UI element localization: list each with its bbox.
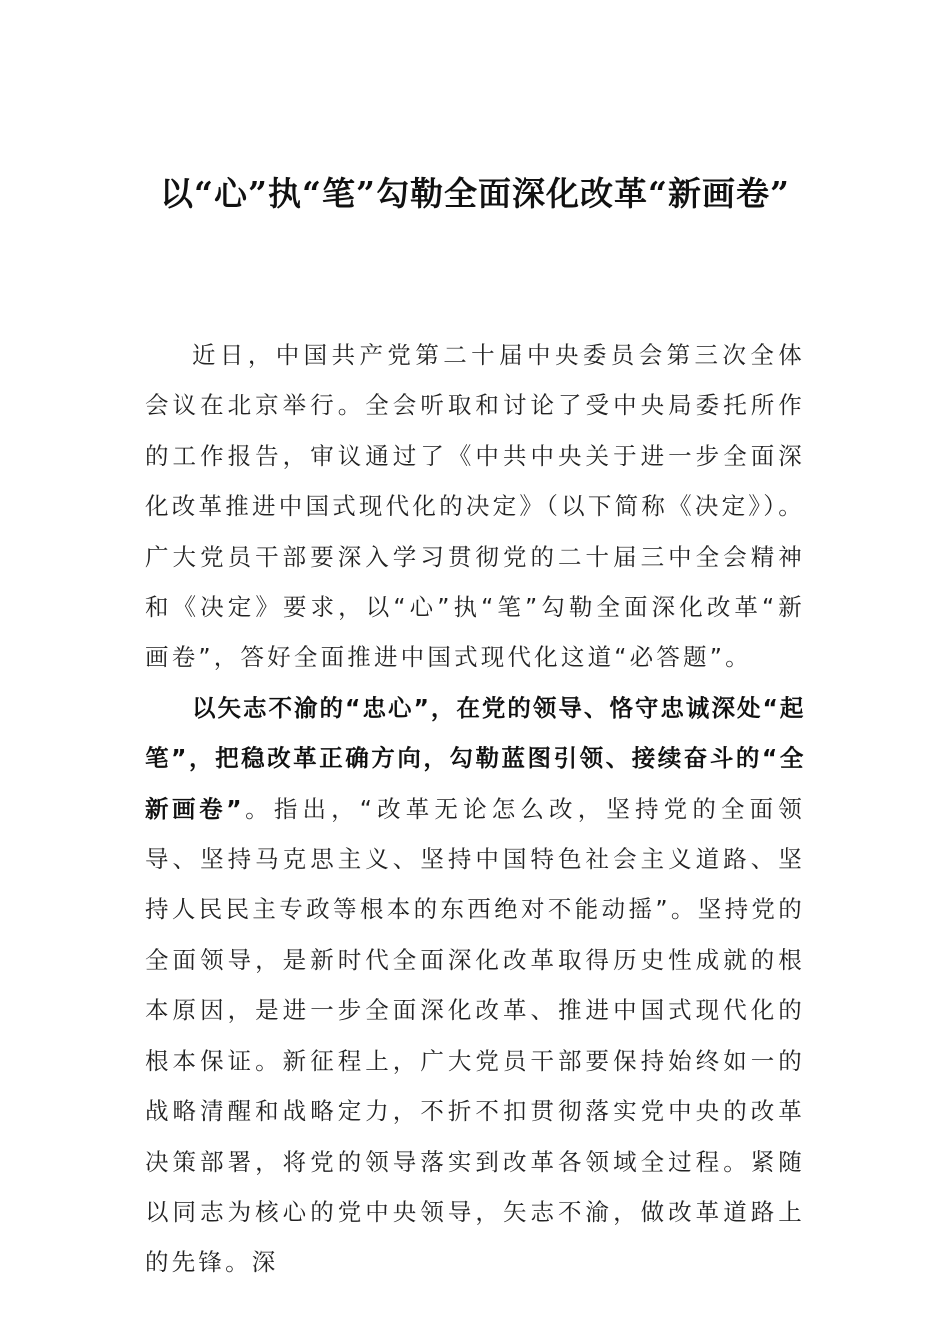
paragraph-loyalty-lead: 以矢志不渝的“忠心”，在党的领导、恪守忠诚深处“起笔”，把稳改革正确方向，勾勒蓝图引领、接续奋斗的“全新画卷”: [145, 693, 805, 823]
paragraph-loyalty-text: 。指出，“改革无论怎么改，坚持党的全面领导、坚持马克思主义、坚持中国特色社会主义道路、坚持人民民主专政等根本的东西绝对不能动摇”。坚持党的全面领导，是新时代全面深化改革取得历史性成就的根本原因，是进一步全面深化改革、推进中国式现代化的根本保证。新征程上，广大党员干部要保持始终如一的战略清醒和战略定力，不折不扣贯彻落实党中央的改革决策部署，将党的领导落实到改革各领域全过程。紧随以同志为核心的党中央领导，矢志不渝，做改革道路上的先锋。深: [145, 794, 805, 1277]
paragraph-intro-text: 近日，中国共产党第二十届中央委员会第三次全体会议在北京举行。全会听取和讨论了受中央局委托所作的工作报告，审议通过了《中共中央关于进一步全面深化改革推进中国式现代化的决定》（以下简称《决定》）。广大党员干部要深入学习贯彻党的二十届三中全会精神和《决定》要求，以“心”执“笔”勾勒全面深化改革“新画卷”，答好全面推进中国式现代化这道“必答题”。: [145, 341, 805, 672]
document-body: [145, 330, 805, 1288]
paragraph-intro: [145, 330, 805, 683]
document-title: 以“心”执“笔”勾勒全面深化改革“新画卷”: [160, 174, 790, 213]
paragraph-loyalty: [145, 683, 805, 1288]
